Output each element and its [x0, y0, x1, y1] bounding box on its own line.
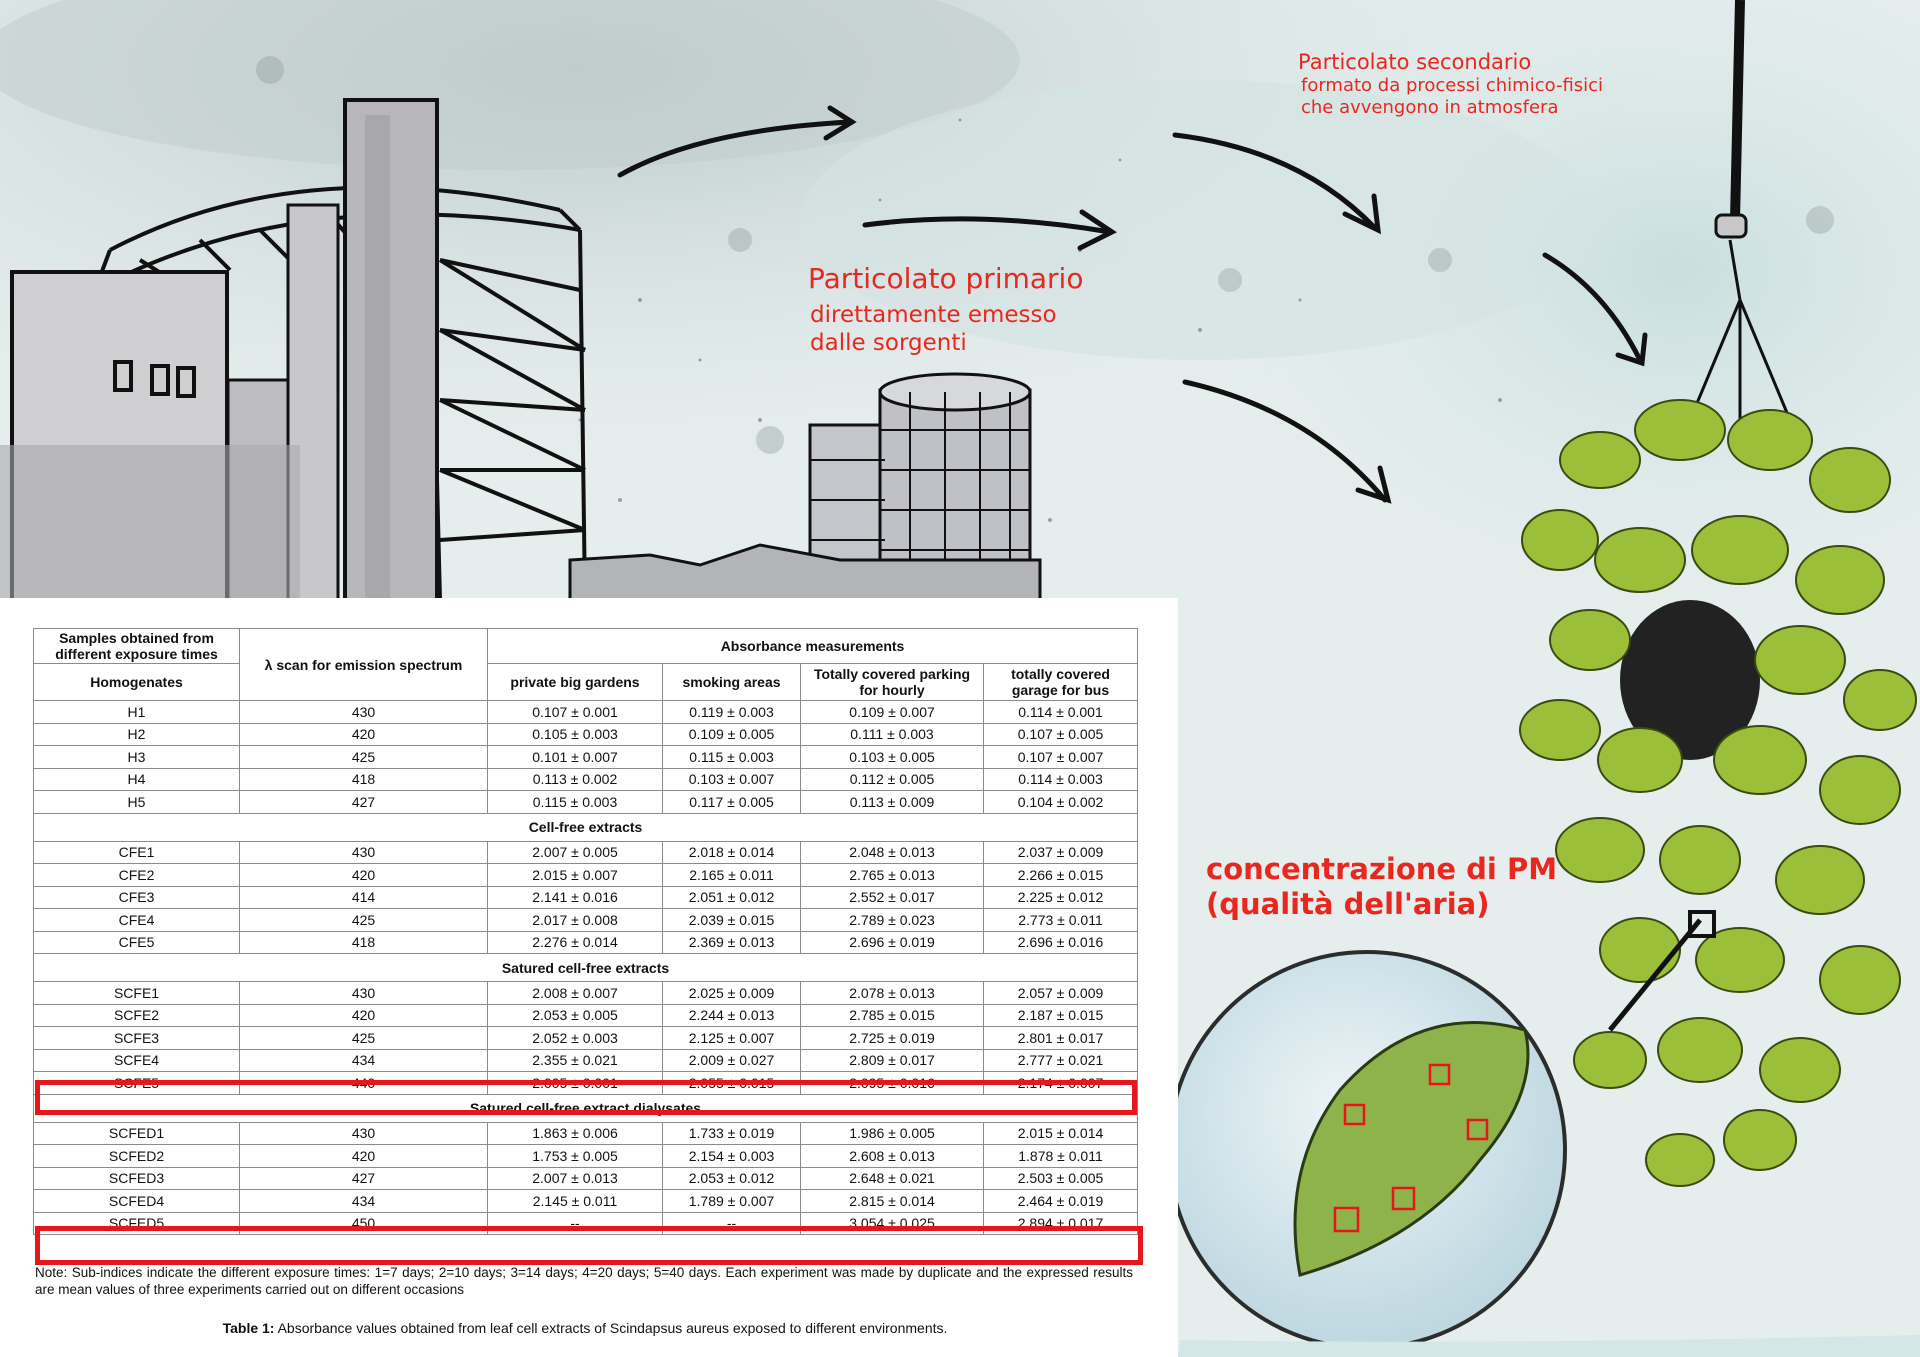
- header-homogenates: Homogenates: [34, 664, 240, 701]
- table-cell: 427: [240, 791, 488, 814]
- pm-concentration-label: [1206, 852, 1557, 922]
- table-caption: [0, 1320, 1170, 1336]
- table-cell: 2.503 ± 0.005: [984, 1167, 1138, 1190]
- table-cell: 2.017 ± 0.008: [488, 909, 663, 932]
- table-cell: 2.018 ± 0.014: [663, 841, 801, 864]
- table-cell: 2.801 ± 0.017: [984, 1027, 1138, 1050]
- table-cell: 425: [240, 909, 488, 932]
- header-samples: Samples obtained from different exposure times: [34, 629, 240, 664]
- table-cell: 0.105 ± 0.003: [488, 723, 663, 746]
- header-covered-parking: Totally covered parking for hourly: [801, 664, 984, 701]
- table-cell: 2.187 ± 0.015: [984, 1004, 1138, 1027]
- header-bus-garage: totally covered garage for bus: [984, 664, 1138, 701]
- table-cell: 0.113 ± 0.002: [488, 768, 663, 791]
- table-cell: 2.225 ± 0.012: [984, 886, 1138, 909]
- secondary-sub-line-1: formato da processi chimico-fisici: [1301, 75, 1604, 96]
- section-title: Satured cell-free extracts: [34, 954, 1138, 982]
- table-cell: 2.369 ± 0.013: [663, 931, 801, 954]
- secondary-sub-line-2: che avvengono in atmosfera: [1301, 96, 1559, 118]
- table-cell: 434: [240, 1049, 488, 1072]
- table-cell: 2.276 ± 0.014: [488, 931, 663, 954]
- table-cell: 2.809 ± 0.017: [801, 1049, 984, 1072]
- table-cell: SCFE2: [34, 1004, 240, 1027]
- header-lambda: λ scan for emission spectrum: [240, 629, 488, 701]
- table-cell: 2.052 ± 0.003: [488, 1027, 663, 1050]
- primary-particulate-description: [810, 302, 1057, 357]
- table-cell: 0.117 ± 0.005: [663, 791, 801, 814]
- table-cell: H4: [34, 768, 240, 791]
- section-row: [34, 954, 1138, 982]
- secondary-particulate-description: [1301, 75, 1603, 118]
- table-row: [34, 791, 1138, 814]
- table-row: [34, 1167, 1138, 1190]
- highlight-scfed5-row: [35, 1226, 1143, 1265]
- caption-label: Table 1:: [222, 1320, 275, 1336]
- table-cell: H3: [34, 746, 240, 769]
- table-cell: 1.753 ± 0.005: [488, 1145, 663, 1168]
- table-row: [34, 1145, 1138, 1168]
- table-note: Note: Sub-indices indicate the different exposure times: 1=7 days; 2=10 days; 3=14 days; 4=20 days; 5=40 days. Each experiment was made by duplicate and the expressed results are mean values of three experiments carried out on different occasions: [35, 1265, 1133, 1297]
- table-cell: SCFED3: [34, 1167, 240, 1190]
- table-cell: 2.051 ± 0.012: [663, 886, 801, 909]
- table-row: [34, 886, 1138, 909]
- table-cell: 420: [240, 723, 488, 746]
- table-body: [34, 701, 1138, 1235]
- section-title: Satured cell-free extract dialysates: [34, 1094, 1138, 1122]
- table-row: [34, 746, 1138, 769]
- table-cell: 2.154 ± 0.003: [663, 1145, 801, 1168]
- table-cell: 430: [240, 841, 488, 864]
- table-cell: 2.007 ± 0.013: [488, 1167, 663, 1190]
- table-cell: 2.552 ± 0.017: [801, 886, 984, 909]
- table-cell: 0.107 ± 0.007: [984, 746, 1138, 769]
- table-row: [34, 841, 1138, 864]
- table-cell: 2.894 ± 0.017: [984, 1212, 1138, 1235]
- table-cell: 2.785 ± 0.015: [801, 1004, 984, 1027]
- table-cell: 2.037 ± 0.009: [984, 841, 1138, 864]
- table-cell: SCFED4: [34, 1190, 240, 1213]
- table-cell: 2.048 ± 0.013: [801, 841, 984, 864]
- table-cell: 2.789 ± 0.023: [801, 909, 984, 932]
- table-cell: 2.145 ± 0.011: [488, 1190, 663, 1213]
- table-cell: 2.696 ± 0.016: [984, 931, 1138, 954]
- table-cell: SCFE4: [34, 1049, 240, 1072]
- table-cell: 2.053 ± 0.012: [663, 1167, 801, 1190]
- table-cell: SCFE5: [34, 1072, 240, 1095]
- table-cell: 2.008 ± 0.007: [488, 982, 663, 1005]
- table-cell: 2.141 ± 0.016: [488, 886, 663, 909]
- table-cell: 3.054 ± 0.025: [801, 1212, 984, 1235]
- table-cell: 420: [240, 864, 488, 887]
- section-row: [34, 813, 1138, 841]
- section-title: Cell-free extracts: [34, 813, 1138, 841]
- table-cell: 2.696 ± 0.019: [801, 931, 984, 954]
- table-cell: H1: [34, 701, 240, 724]
- table-cell: 425: [240, 746, 488, 769]
- table-cell: 420: [240, 1004, 488, 1027]
- header-private-gardens: private big gardens: [488, 664, 663, 701]
- table-row: [34, 909, 1138, 932]
- table-cell: 2.266 ± 0.015: [984, 864, 1138, 887]
- table-cell: 2.015 ± 0.007: [488, 864, 663, 887]
- table-cell: 1.733 ± 0.019: [663, 1122, 801, 1145]
- primary-particulate-title: Particolato primario: [808, 262, 1084, 295]
- table-cell: 0.113 ± 0.009: [801, 791, 984, 814]
- table-cell: 2.777 ± 0.021: [984, 1049, 1138, 1072]
- table-cell: 2.125 ± 0.007: [663, 1027, 801, 1050]
- table-cell: 0.114 ± 0.001: [984, 701, 1138, 724]
- table-row: [34, 1190, 1138, 1213]
- table-row: [34, 1027, 1138, 1050]
- table-cell: 2.005 ± 0.001: [488, 1072, 663, 1095]
- table-cell: 0.109 ± 0.005: [663, 723, 801, 746]
- table-cell: 434: [240, 1190, 488, 1213]
- caption-text: Absorbance values obtained from leaf cell extracts of Scindapsus aureus exposed to different environments.: [274, 1320, 948, 1336]
- table-cell: 414: [240, 886, 488, 909]
- table-cell: 0.115 ± 0.003: [488, 791, 663, 814]
- pm-label-line-1: concentrazione di PM: [1206, 852, 1558, 886]
- table-cell: SCFED1: [34, 1122, 240, 1145]
- table-row: [34, 723, 1138, 746]
- table-cell: 2.015 ± 0.014: [984, 1122, 1138, 1145]
- table-cell: 440: [240, 1072, 488, 1095]
- header-smoking-areas: smoking areas: [663, 664, 801, 701]
- table-row: [34, 931, 1138, 954]
- table-cell: 1.986 ± 0.005: [801, 1122, 984, 1145]
- table-cell: CFE4: [34, 909, 240, 932]
- table-cell: H2: [34, 723, 240, 746]
- table-cell: 0.114 ± 0.003: [984, 768, 1138, 791]
- table-cell: 2.773 ± 0.011: [984, 909, 1138, 932]
- table-cell: 0.112 ± 0.005: [801, 768, 984, 791]
- table-cell: 430: [240, 1122, 488, 1145]
- table-cell: 2.095 ± 0.016: [801, 1072, 984, 1095]
- table-cell: 1.863 ± 0.006: [488, 1122, 663, 1145]
- table-cell: 2.174 ± 0.007: [984, 1072, 1138, 1095]
- table-cell: 2.608 ± 0.013: [801, 1145, 984, 1168]
- table-cell: 2.078 ± 0.013: [801, 982, 984, 1005]
- table-cell: 0.107 ± 0.005: [984, 723, 1138, 746]
- table-cell: CFE5: [34, 931, 240, 954]
- table-cell: 0.101 ± 0.007: [488, 746, 663, 769]
- table-cell: 2.815 ± 0.014: [801, 1190, 984, 1213]
- table-cell: CFE1: [34, 841, 240, 864]
- table-cell: 2.648 ± 0.021: [801, 1167, 984, 1190]
- table-row: [34, 1122, 1138, 1145]
- table-cell: 2.355 ± 0.021: [488, 1049, 663, 1072]
- table-cell: 2.007 ± 0.005: [488, 841, 663, 864]
- table-cell: 2.464 ± 0.019: [984, 1190, 1138, 1213]
- table-row: [34, 768, 1138, 791]
- primary-sub-line-2: dalle sorgenti: [810, 329, 967, 356]
- table-cell: 0.107 ± 0.001: [488, 701, 663, 724]
- table-cell: 2.009 ± 0.027: [663, 1049, 801, 1072]
- table-cell: 425: [240, 1027, 488, 1050]
- table-cell: 2.765 ± 0.013: [801, 864, 984, 887]
- table-cell: 2.165 ± 0.011: [663, 864, 801, 887]
- table-cell: 430: [240, 701, 488, 724]
- table-cell: 0.103 ± 0.005: [801, 746, 984, 769]
- absorbance-table: [33, 628, 1138, 1235]
- table-cell: 430: [240, 982, 488, 1005]
- table-cell: SCFE3: [34, 1027, 240, 1050]
- table-row: [34, 982, 1138, 1005]
- table-cell: SCFE1: [34, 982, 240, 1005]
- table-cell: SCFED2: [34, 1145, 240, 1168]
- table-cell: 0.103 ± 0.007: [663, 768, 801, 791]
- table-cell: 1.878 ± 0.011: [984, 1145, 1138, 1168]
- table-row: [34, 701, 1138, 724]
- table-cell: 2.039 ± 0.015: [663, 909, 801, 932]
- table-cell: H5: [34, 791, 240, 814]
- table-cell: 0.109 ± 0.007: [801, 701, 984, 724]
- table-cell: 2.025 ± 0.009: [663, 982, 801, 1005]
- table-cell: 2.057 ± 0.009: [984, 982, 1138, 1005]
- table-cell: 418: [240, 768, 488, 791]
- table-cell: 2.055 ± 0.015: [663, 1072, 801, 1095]
- table-cell: 420: [240, 1145, 488, 1168]
- secondary-particulate-title: Particolato secondario: [1298, 50, 1532, 74]
- table-cell: 418: [240, 931, 488, 954]
- header-absorbance: Absorbance measurements: [488, 629, 1138, 664]
- table-cell: --: [488, 1212, 663, 1235]
- highlight-scfe5-row: [35, 1080, 1137, 1115]
- primary-sub-line-1: direttamente emesso: [810, 302, 1057, 328]
- table-row: [34, 1049, 1138, 1072]
- table-row: [34, 864, 1138, 887]
- table-cell: 0.119 ± 0.003: [663, 701, 801, 724]
- table-cell: CFE3: [34, 886, 240, 909]
- table-cell: SCFED5: [34, 1212, 240, 1235]
- table-row: [34, 1004, 1138, 1027]
- table-cell: 2.053 ± 0.005: [488, 1004, 663, 1027]
- table-cell: CFE2: [34, 864, 240, 887]
- table-cell: --: [663, 1212, 801, 1235]
- table-cell: 0.115 ± 0.003: [663, 746, 801, 769]
- table-cell: 1.789 ± 0.007: [663, 1190, 801, 1213]
- table-cell: 2.725 ± 0.019: [801, 1027, 984, 1050]
- table-cell: 450: [240, 1212, 488, 1235]
- table-cell: 0.111 ± 0.003: [801, 723, 984, 746]
- table-cell: 2.244 ± 0.013: [663, 1004, 801, 1027]
- table-cell: 0.104 ± 0.002: [984, 791, 1138, 814]
- table-cell: 427: [240, 1167, 488, 1190]
- pm-label-line-2: (qualità dell'aria): [1206, 886, 1490, 921]
